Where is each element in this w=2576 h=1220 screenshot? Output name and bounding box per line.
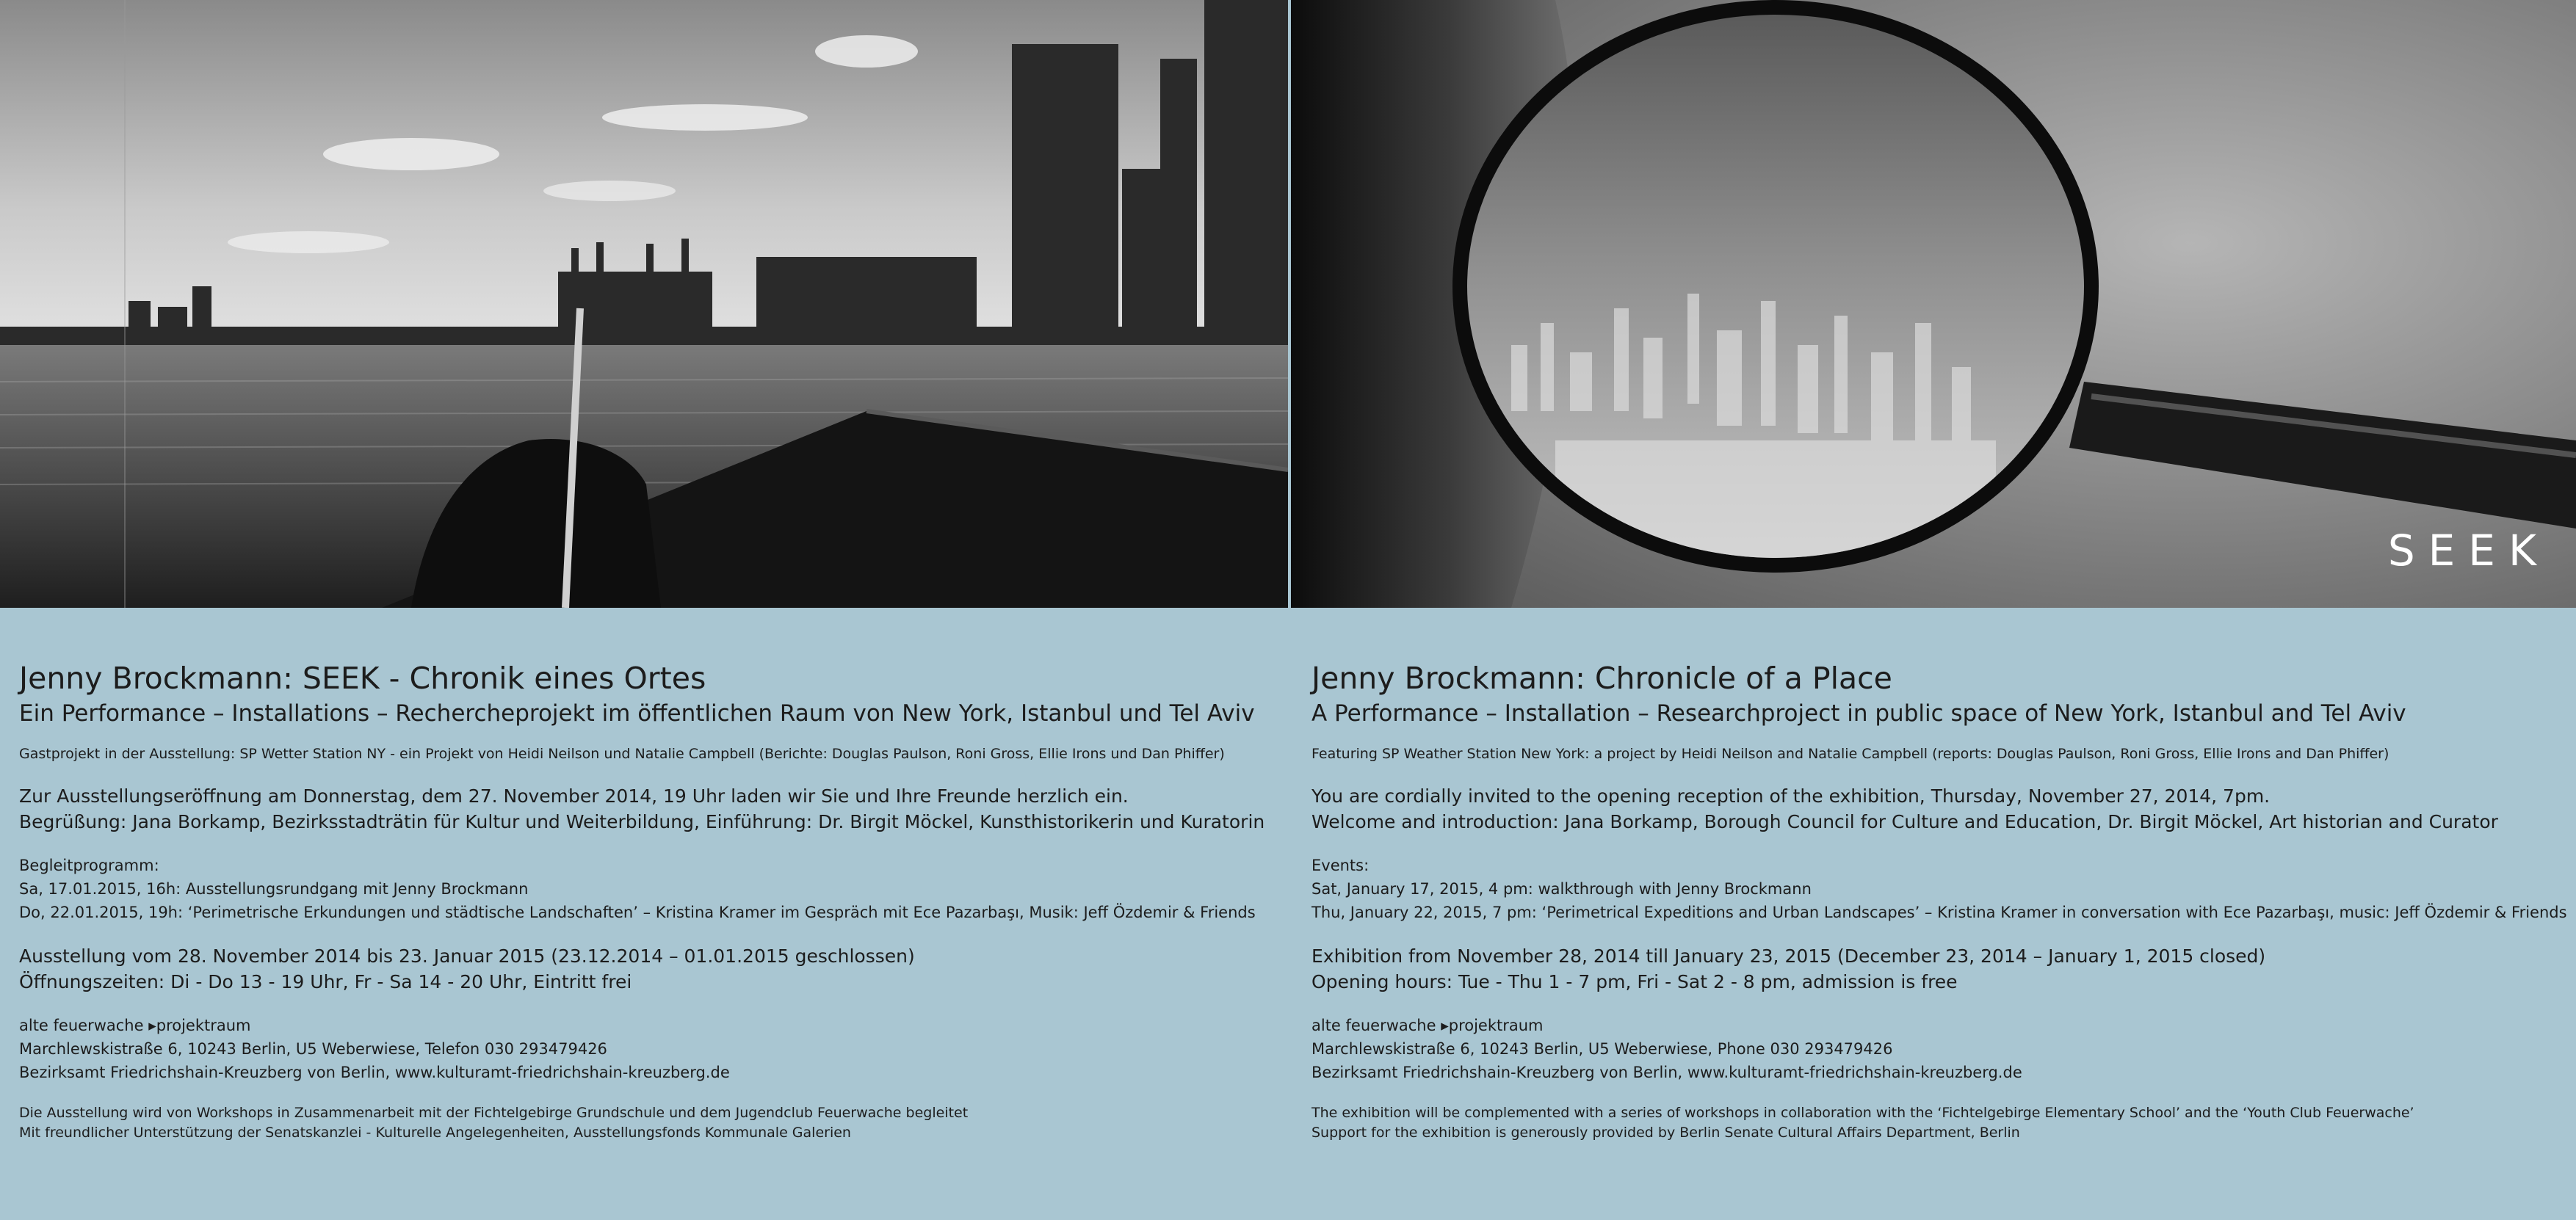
german-venue-website: Bezirksamt Friedrichshain-Kreuzberg von Berlin, www.kulturamt-friedrichshain-kreuzberg.de [19,1064,730,1081]
english-venue-address: Marchlewskistraße 6, 10243 Berlin, U5 Weberwiese, Phone 030 293479426 [1311,1040,1893,1058]
german-invitation: Zur Ausstellungseröffnung am Donnerstag, dem 27. November 2014, 19 Uhr laden wir Sie und Ihre Freunde herzlich ein. [19,785,1129,807]
german-exhibition-dates: Ausstellung vom 28. November 2014 bis 23. Januar 2015 (23.12.2014 – 01.01.2015 geschlossen) [19,945,915,967]
english-workshops-note: The exhibition will be complemented with a series of workshops in collaboration with the ‘Fichtelgebirge Elementary School’ and the ‘Youth Club Feuerwache’ [1311,1105,2414,1121]
english-column [1311,659,2567,1143]
english-subtitle: A Performance – Installation – Researchproject in public space of New York, Istanbul and Tel Aviv [1311,700,2406,727]
photo-band [0,0,2576,608]
magnifier-city-image [1291,0,2576,608]
english-event-1: Sat, January 17, 2015, 4 pm: walkthrough with Jenny Brockmann [1311,880,1812,898]
german-guest-project: Gastprojekt in der Ausstellung: SP Wetter Station NY - ein Projekt von Heidi Neilson und Natalie Campbell (Berichte: Douglas Paulson, Roni Gross, Ellie Irons und Dan Phiffer) [19,746,1225,762]
english-welcome: Welcome and introduction: Jana Borkamp, Borough Council for Culture and Education, Dr. Birgit Möckel, Art historian and Curator [1311,811,2498,832]
german-event-2: Do, 22.01.2015, 19h: ‘Perimetrische Erkundungen und städtische Landschaften’ – Kristina Kramer im Gespräch mit Ece Pazarbaşı, Musik: Jeff Özdemir & Friends [19,904,1256,921]
german-support-note: Mit freundlicher Unterstützung der Senatskanzlei - Kulturelle Angelegenheiten, Ausstellungsfonds Kommunale Galerien [19,1125,851,1141]
german-opening-hours: Öffnungszeiten: Di - Do 13 - 19 Uhr, Fr - Sa 14 - 20 Uhr, Eintritt frei [19,971,632,992]
river-skyline-photo [0,0,1288,608]
english-exhibition-dates: Exhibition from November 28, 2014 till January 23, 2015 (December 23, 2014 – January 1, 2015 closed) [1311,945,2266,967]
german-column [19,659,1267,1143]
english-opening-hours: Opening hours: Tue - Thu 1 - 7 pm, Fri - Sat 2 - 8 pm, admission is free [1311,971,1958,992]
german-events-heading: Begleitprogramm: [19,857,159,874]
english-venue-website: Bezirksamt Friedrichshain-Kreuzberg von Berlin, www.kulturamt-friedrichshain-kreuzberg.de [1311,1064,2022,1081]
english-guest-project: Featuring SP Weather Station New York: a project by Heidi Neilson and Natalie Campbell (reports: Douglas Paulson, Roni Gross, Ellie Irons and Dan Phiffer) [1311,746,2389,762]
german-workshops-note: Die Ausstellung wird von Workshops in Zusammenarbeit mit der Fichtelgebirge Grundschule und dem Jugendclub Feuerwache begleitet [19,1105,969,1121]
english-support-note: Support for the exhibition is generously provided by Berlin Senate Cultural Affairs Department, Berlin [1311,1125,2020,1141]
seek-wordmark: SEEK [2387,526,2550,575]
english-venue-name: alte feuerwache ▸projektraum [1311,1017,1544,1034]
german-title: Jenny Brockmann: SEEK - Chronik eines Ortes [19,661,706,696]
english-events-heading: Events: [1311,857,1370,874]
english-event-2: Thu, January 22, 2015, 7 pm: ‘Perimetrical Expeditions and Urban Landscapes’ – Kristina Kramer in conversation with Ece Pazarbaşı, music: Jeff Özdemir & Friends [1311,904,2567,921]
magnifier-city-photo [1291,0,2576,608]
english-invitation: You are cordially invited to the opening reception of the exhibition, Thursday, November 27, 2014, 7pm. [1311,785,2271,807]
german-event-1: Sa, 17.01.2015, 16h: Ausstellungsrundgang mit Jenny Brockmann [19,880,529,898]
english-title: Jenny Brockmann: Chronicle of a Place [1311,661,1892,696]
river-skyline-image [0,0,1288,608]
german-venue-name: alte feuerwache ▸projektraum [19,1017,251,1034]
german-welcome: Begrüßung: Jana Borkamp, Bezirksstadträtin für Kultur und Weiterbildung, Einführung: Dr. Birgit Möckel, Kunsthistorikerin und Kuratorin [19,811,1265,832]
german-subtitle: Ein Performance – Installations – Rechercheprojekt im öffentlichen Raum von New York, Istanbul und Tel Aviv [19,700,1255,727]
german-venue-address: Marchlewskistraße 6, 10243 Berlin, U5 Weberwiese, Telefon 030 293479426 [19,1040,607,1058]
